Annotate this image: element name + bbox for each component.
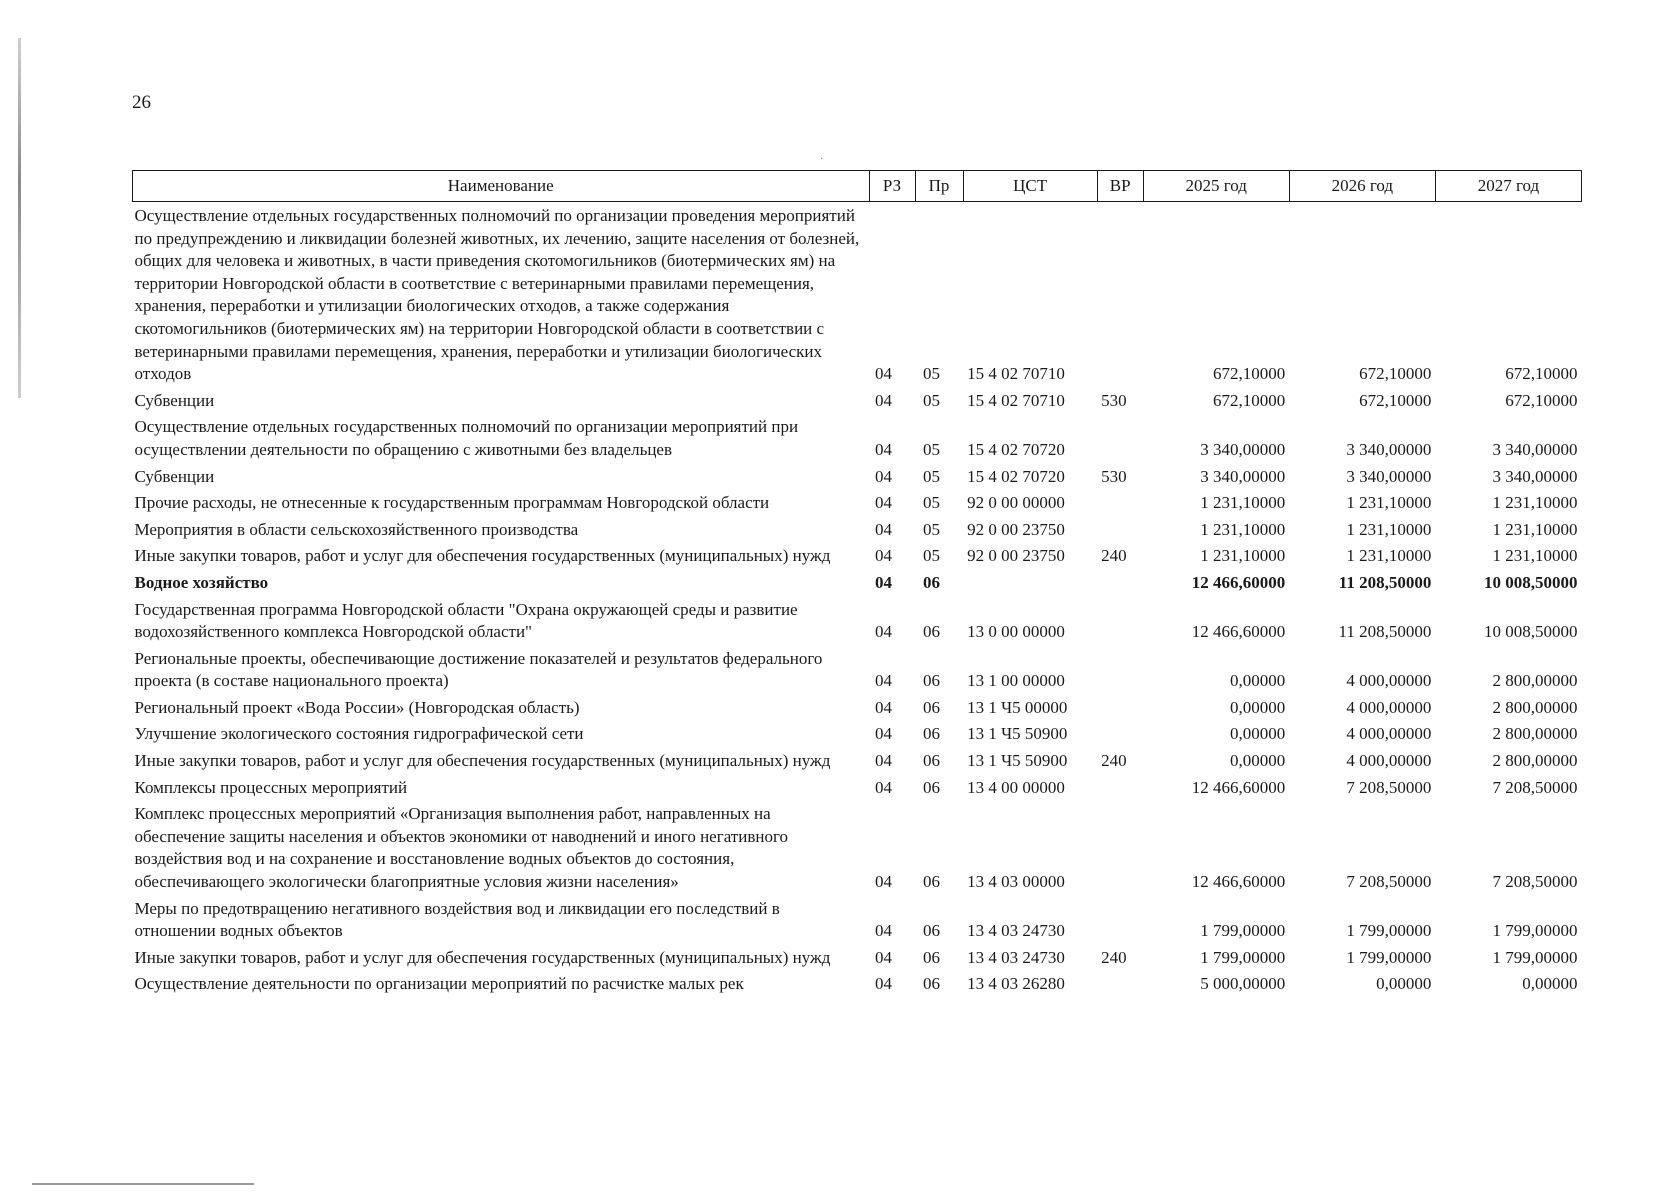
cell-cst: 92 0 00 23750 <box>967 546 1065 566</box>
cell-2027: 7 208,50000 <box>1492 872 1578 892</box>
header-vr: ВР <box>1097 171 1143 202</box>
cell-2025: 0,00000 <box>1230 724 1286 744</box>
cell-2026: 1 231,10000 <box>1346 493 1432 513</box>
cell-rz: 04 <box>875 947 892 967</box>
cell-name: Осуществление деятельности по организации мероприятий по расчистке малых рек <box>134 974 744 994</box>
cell-2025: 0,00000 <box>1230 671 1286 691</box>
table-body <box>133 202 1582 998</box>
cell-2026: 7 208,50000 <box>1346 872 1432 892</box>
cell-name: Субвенции <box>134 466 215 486</box>
cell-name: Мероприятия в области сельскохозяйственного производства <box>134 519 579 539</box>
cell-vr <box>1097 569 1143 596</box>
cell-vr <box>1097 596 1143 645</box>
cell-pr: 06 <box>923 697 941 717</box>
cell-2027: 10 008,50000 <box>1484 622 1578 642</box>
cell-2027: 1 231,10000 <box>1492 493 1578 513</box>
cell-2027: 1 799,00000 <box>1492 921 1578 941</box>
cell-vr <box>1097 774 1143 801</box>
cell-rz: 04 <box>875 622 892 642</box>
cell-2027: 0,00000 <box>1522 974 1578 994</box>
cell-pr: 05 <box>923 493 941 513</box>
cell-vr: 240 <box>1101 751 1127 771</box>
cell-rz: 04 <box>875 519 892 539</box>
cell-rz: 04 <box>875 546 892 566</box>
header-name: Наименование <box>133 171 870 202</box>
cell-vr: 530 <box>1101 466 1127 486</box>
cell-2025: 0,00000 <box>1230 751 1286 771</box>
cell-2026: 1 231,10000 <box>1346 519 1432 539</box>
cell-cst: 15 4 02 70720 <box>967 466 1065 486</box>
table-row <box>133 387 1582 414</box>
cell-2025: 1 231,10000 <box>1200 546 1286 566</box>
cell-2025: 5 000,00000 <box>1200 974 1286 994</box>
cell-2027: 3 340,00000 <box>1492 439 1578 459</box>
cell-2026: 3 340,00000 <box>1346 466 1432 486</box>
table-row <box>133 463 1582 490</box>
table-row <box>133 747 1582 774</box>
cell-pr: 06 <box>923 671 941 691</box>
table-row <box>133 489 1582 516</box>
budget-table <box>132 170 1582 997</box>
scan-edge-mark <box>18 38 21 398</box>
cell-2027: 2 800,00000 <box>1492 697 1578 717</box>
cell-cst: 13 1 Ч5 50900 <box>967 751 1068 771</box>
cell-name: Иные закупки товаров, работ и услуг для обеспечения государственных (муниципальных) нужд <box>134 947 831 967</box>
table-header-row <box>133 171 1582 202</box>
cell-pr: 06 <box>923 751 941 771</box>
cell-rz: 04 <box>875 671 892 691</box>
cell-2026: 1 799,00000 <box>1346 921 1432 941</box>
header-pr: Пр <box>915 171 963 202</box>
cell-pr: 05 <box>923 390 941 410</box>
cell-2025: 12 466,60000 <box>1191 777 1286 797</box>
cell-pr: 06 <box>923 777 941 797</box>
cell-2026: 11 208,50000 <box>1338 622 1432 642</box>
cell-2027: 1 799,00000 <box>1492 947 1578 967</box>
header-2026: 2026 год <box>1289 171 1435 202</box>
cell-name: Осуществление отдельных государственных полномочий по организации проведения мероприятий по предупреждению и ликвидации болезней животных, их лечению, защите населения от болезней, общих для человека и животных, в части приведения скотомогильников (биотермических ям) на территории Новгородской области в соответствие с ветеринарными правилами перемещения, хранения, переработки и утилизации биологических отходов, а также содержания скотомогильников (биотермических ям) на территории Новгородской области в соответствии с ветеринарными правилами перемещения, хранения, переработки и утилизации биологических отходов <box>134 206 860 384</box>
cell-2027: 2 800,00000 <box>1492 751 1578 771</box>
header-2027: 2027 год <box>1435 171 1581 202</box>
cell-pr: 06 <box>923 921 941 941</box>
cell-2025: 1 231,10000 <box>1200 519 1286 539</box>
cell-name: Водное хозяйство <box>134 572 269 592</box>
cell-2026: 1 231,10000 <box>1346 546 1432 566</box>
cell-cst: 92 0 00 00000 <box>967 493 1065 513</box>
cell-rz: 04 <box>875 439 892 459</box>
table-row <box>133 596 1582 645</box>
cell-name: Осуществление отдельных государственных полномочий по организации мероприятий при осуществлении деятельности по обращению с животными без владельцев <box>134 417 799 459</box>
cell-2026: 672,10000 <box>1359 364 1432 384</box>
cell-vr <box>1097 413 1143 462</box>
cell-name: Региональные проекты, обеспечивающие достижение показателей и результатов федерального проекта (в составе национального проекта) <box>134 648 823 691</box>
cell-cst: 13 4 03 00000 <box>967 872 1065 892</box>
cell-name: Улучшение экологического состояния гидрографической сети <box>134 724 584 744</box>
cell-rz: 04 <box>875 493 892 513</box>
cell-2025: 12 466,60000 <box>1191 872 1286 892</box>
cell-rz: 04 <box>875 390 892 410</box>
cell-name: Региональный проект «Вода России» (Новгородская область) <box>134 697 580 717</box>
cell-2026: 7 208,50000 <box>1346 777 1432 797</box>
cell-2026: 0,00000 <box>1376 974 1432 994</box>
cell-vr <box>1097 970 1143 997</box>
cell-name: Комплекс процессных мероприятий «Организация выполнения работ, направленных на обеспечение защиты населения и объектов экономики от наводнений и иного негативного воздействия вод и на сохранение и восстановление водных объектов до состояния, обеспечивающего экологически благоприятные условия жизни населения» <box>134 804 789 892</box>
cell-pr: 05 <box>923 364 941 384</box>
cell-2027: 1 231,10000 <box>1492 546 1578 566</box>
cell-2025: 1 799,00000 <box>1200 947 1286 967</box>
cell-cst: 92 0 00 23750 <box>967 519 1065 539</box>
cell-pr: 05 <box>923 546 941 566</box>
cell-vr <box>1097 895 1143 944</box>
cell-2027: 1 231,10000 <box>1492 519 1578 539</box>
cell-vr <box>1097 202 1143 387</box>
table-row <box>133 720 1582 747</box>
cell-vr <box>1097 489 1143 516</box>
cell-2025: 1 799,00000 <box>1200 921 1286 941</box>
table-row <box>133 774 1582 801</box>
cell-cst: 13 1 00 00000 <box>967 671 1065 691</box>
table-row <box>133 944 1582 971</box>
cell-cst: 13 0 00 00000 <box>967 622 1065 642</box>
cell-vr: 240 <box>1101 947 1127 967</box>
cell-2026: 672,10000 <box>1359 390 1432 410</box>
table-row <box>133 542 1582 569</box>
header-cst: ЦСТ <box>963 171 1097 202</box>
cell-cst <box>963 569 1097 596</box>
cell-2027: 10 008,50000 <box>1484 572 1578 592</box>
cell-pr: 06 <box>923 724 941 744</box>
cell-pr: 05 <box>923 439 941 459</box>
cell-cst: 13 1 Ч5 50900 <box>967 724 1068 744</box>
cell-2027: 672,10000 <box>1505 390 1578 410</box>
cell-cst: 13 4 03 24730 <box>967 947 1065 967</box>
cell-pr: 06 <box>923 572 941 592</box>
cell-vr: 530 <box>1101 390 1127 410</box>
cell-vr <box>1097 516 1143 543</box>
scan-speck: · <box>820 154 824 165</box>
cell-2025: 1 231,10000 <box>1200 493 1286 513</box>
table-row <box>133 516 1582 543</box>
page-number: 26 <box>132 92 151 113</box>
cell-2027: 2 800,00000 <box>1492 724 1578 744</box>
cell-name: Комплексы процессных мероприятий <box>134 777 408 797</box>
cell-name: Иные закупки товаров, работ и услуг для обеспечения государственных (муниципальных) нужд <box>134 751 831 771</box>
cell-rz: 04 <box>875 777 892 797</box>
header-rz: РЗ <box>869 171 915 202</box>
cell-rz: 04 <box>875 974 892 994</box>
cell-2027: 3 340,00000 <box>1492 466 1578 486</box>
cell-2026: 3 340,00000 <box>1346 439 1432 459</box>
cell-2026: 11 208,50000 <box>1338 572 1432 592</box>
cell-2025: 3 340,00000 <box>1200 466 1286 486</box>
cell-rz: 04 <box>875 724 892 744</box>
cell-cst: 13 4 00 00000 <box>967 777 1065 797</box>
cell-pr: 05 <box>923 519 941 539</box>
cell-2026: 1 799,00000 <box>1346 947 1432 967</box>
cell-vr: 240 <box>1101 546 1127 566</box>
cell-vr <box>1097 694 1143 721</box>
cell-pr: 06 <box>923 622 941 642</box>
table-row <box>133 413 1582 462</box>
cell-2025: 0,00000 <box>1230 697 1286 717</box>
table-row <box>133 694 1582 721</box>
cell-name: Субвенции <box>134 390 215 410</box>
cell-cst: 13 1 Ч5 00000 <box>967 697 1068 717</box>
header-2025: 2025 год <box>1143 171 1289 202</box>
table-row <box>133 645 1582 694</box>
table-row <box>133 970 1582 997</box>
table-row <box>133 569 1582 596</box>
cell-cst: 15 4 02 70720 <box>967 439 1065 459</box>
cell-2025: 12 466,60000 <box>1191 572 1286 592</box>
cell-2025: 672,10000 <box>1213 364 1286 384</box>
cell-2027: 7 208,50000 <box>1492 777 1578 797</box>
footer-rule <box>32 1183 254 1185</box>
cell-2027: 2 800,00000 <box>1492 671 1578 691</box>
cell-rz: 04 <box>875 466 892 486</box>
cell-cst: 13 4 03 26280 <box>967 974 1065 994</box>
cell-name: Государственная программа Новгородской области "Охрана окружающей среды и развитие водохозяйственного комплекса Новгородской области" <box>134 599 798 642</box>
cell-2025: 3 340,00000 <box>1200 439 1286 459</box>
cell-rz: 04 <box>875 921 892 941</box>
cell-vr <box>1097 800 1143 894</box>
table-row <box>133 800 1582 894</box>
cell-pr: 06 <box>923 974 941 994</box>
cell-cst: 13 4 03 24730 <box>967 921 1065 941</box>
cell-2026: 4 000,00000 <box>1346 671 1432 691</box>
cell-cst: 15 4 02 70710 <box>967 390 1065 410</box>
cell-pr: 05 <box>923 466 941 486</box>
cell-name: Меры по предотвращению негативного воздействия вод и ликвидации его последствий в отношении водных объектов <box>134 898 780 941</box>
cell-2026: 4 000,00000 <box>1346 697 1432 717</box>
cell-cst: 15 4 02 70710 <box>967 364 1065 384</box>
cell-pr: 06 <box>923 872 941 892</box>
cell-rz: 04 <box>875 872 892 892</box>
cell-rz: 04 <box>875 364 892 384</box>
cell-2026: 4 000,00000 <box>1346 724 1432 744</box>
table-row <box>133 202 1582 387</box>
cell-vr <box>1097 720 1143 747</box>
cell-name: Иные закупки товаров, работ и услуг для обеспечения государственных (муниципальных) нужд <box>134 546 831 566</box>
table-row <box>133 895 1582 944</box>
cell-2025: 12 466,60000 <box>1191 622 1286 642</box>
cell-pr: 06 <box>923 947 941 967</box>
cell-2026: 4 000,00000 <box>1346 751 1432 771</box>
cell-rz: 04 <box>875 572 892 592</box>
cell-2025: 672,10000 <box>1213 390 1286 410</box>
cell-rz: 04 <box>875 751 892 771</box>
cell-2027: 672,10000 <box>1505 364 1578 384</box>
cell-name: Прочие расходы, не отнесенные к государственным программам Новгородской области <box>134 493 770 513</box>
cell-vr <box>1097 645 1143 694</box>
cell-rz: 04 <box>875 697 892 717</box>
